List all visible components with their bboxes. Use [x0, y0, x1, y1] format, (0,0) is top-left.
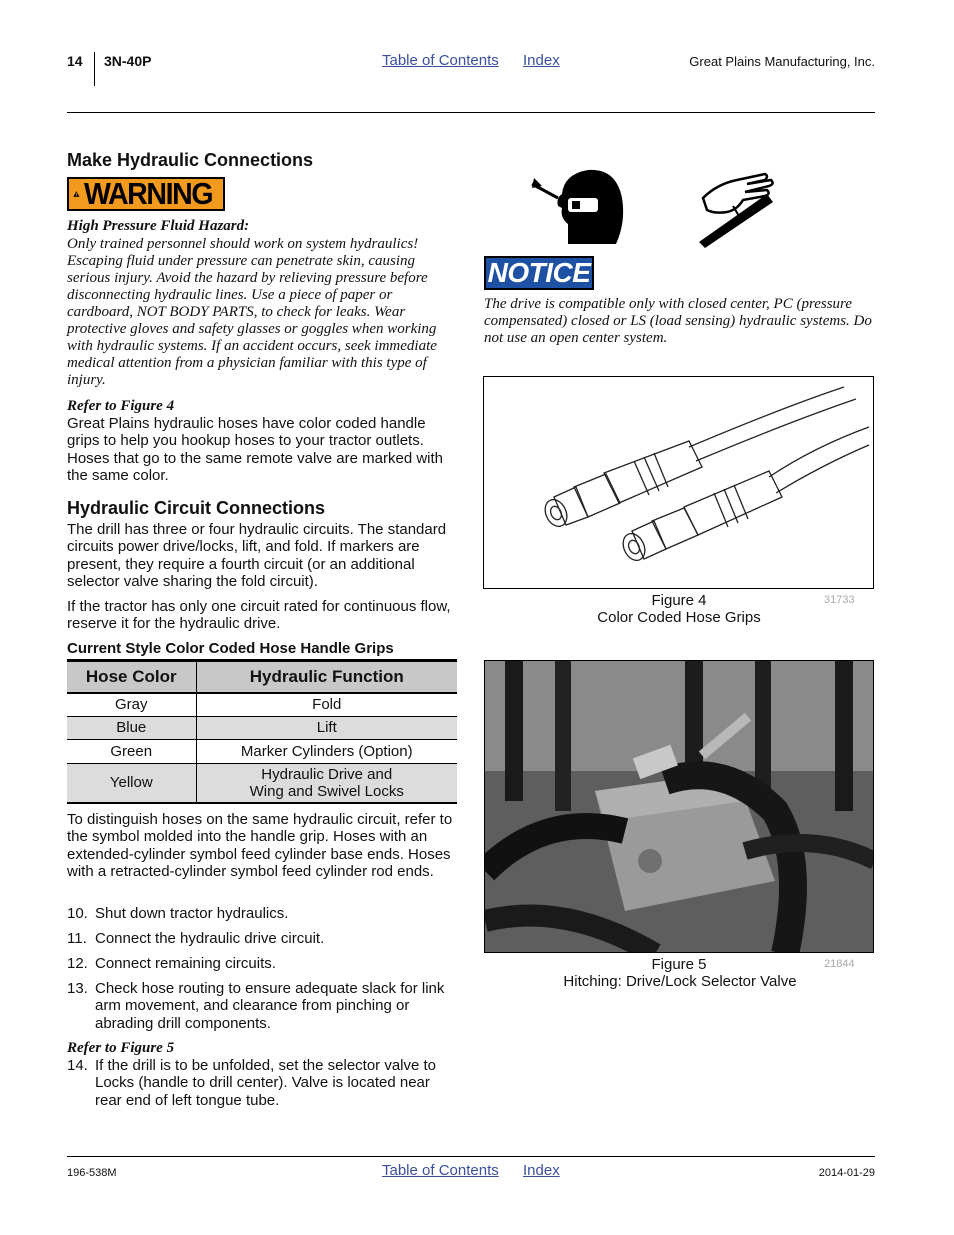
list-item [67, 980, 459, 1032]
figure-5-number: Figure 5 [651, 956, 707, 973]
warning-triangle-icon [73, 181, 80, 207]
hose-color-table [67, 659, 457, 804]
table-cell: Yellow [67, 763, 196, 803]
table-cell: Blue [67, 716, 196, 740]
header-divider [94, 52, 95, 86]
step-text: Connect the hydraulic drive circuit. [95, 929, 325, 947]
page-number: 14 [67, 53, 83, 69]
list-item [67, 955, 459, 972]
notice-label [484, 256, 594, 290]
header-rule [67, 112, 875, 113]
section-title: Make Hydraulic Connections [67, 150, 314, 170]
step-text: Connect remaining circuits. [95, 954, 276, 972]
figure-4-image [483, 376, 874, 589]
circuit-paragraph-2: If the tractor has only one circuit rated for continuous flow, reserve it for the hydraulic drive. [67, 598, 451, 633]
index-link-footer[interactable]: Index [523, 1162, 560, 1179]
table-cell [196, 763, 457, 803]
refer-figure-5: Refer to Figure 5 [67, 1040, 175, 1056]
table-cell-line: Hydraulic Drive and [261, 765, 393, 783]
table-title: Current Style Color Coded Hose Handle Grips [67, 640, 394, 657]
step-number: 12. [67, 954, 88, 972]
table-cell: Fold [196, 693, 457, 717]
notice-body: The drive is compatible only with closed center, PC (pressure compensated) closed or LS (load sensing) hydraulic systems. Do not use an open center system. [484, 296, 872, 346]
table-header-function: Hydraulic Function [196, 661, 457, 693]
figure-5-id: 21844 [824, 958, 855, 970]
step-text: Shut down tractor hydraulics. [95, 905, 289, 922]
warning-text: WARNING [83, 176, 212, 212]
toc-link-header[interactable]: Table of Contents [382, 52, 499, 69]
notice-text: NOTICE [487, 257, 591, 289]
subsection-title: Hydraulic Circuit Connections [67, 498, 326, 518]
table-cell: Marker Cylinders (Option) [196, 740, 457, 764]
refer-figure-4: Refer to Figure 4 [67, 398, 175, 414]
toc-link-footer[interactable]: Table of Contents [382, 1162, 499, 1179]
table-cell: Lift [196, 716, 457, 740]
table-row [67, 716, 457, 740]
list-item [67, 905, 459, 922]
intro-paragraph: Great Plains hydraulic hoses have color coded handle grips to help you hookup hoses to your tractor outlets. Hoses that go to the same remote valve are marked with the same color. [67, 415, 444, 485]
list-item [67, 930, 459, 947]
figure-4-number: Figure 4 [651, 592, 707, 609]
figure-5-caption: Hitching: Drive/Lock Selector Valve [563, 973, 797, 990]
table-row [67, 693, 457, 717]
warning-body: Only trained personnel should work on system hydraulics! Escaping fluid under pressure can penetrate skin, causing serious injury. Avoid the hazard by relieving pressure before disconnecting hydraulic lines. Use a piece of paper or cardboard, NOT BODY PARTS, to check for leaks. Wear protective gloves and safety glasses or goggles when working with hydraulic systems. If an accident occurs, seek immediate medical attention from a physician familiar with this type of injury. [67, 236, 437, 388]
step-number: 10. [67, 905, 88, 922]
footer-date: 2014-01-29 [818, 1167, 875, 1179]
list-item [67, 1057, 459, 1109]
safety-glasses-icon [530, 168, 626, 246]
steps-list-2 [67, 1057, 459, 1117]
step-number: 13. [67, 979, 88, 997]
table-row [67, 763, 457, 803]
warning-title: High Pressure Fluid Hazard: [67, 218, 250, 234]
index-link-header[interactable]: Index [523, 52, 560, 69]
table-cell-line: Wing and Swivel Locks [249, 782, 404, 800]
company-name: Great Plains Manufacturing, Inc. [689, 54, 875, 69]
model-name: 3N-40P [104, 53, 152, 69]
warning-label [67, 177, 225, 211]
step-number: 14. [67, 1057, 88, 1074]
step-text: Check hose routing to ensure adequate slack for link arm movement, and clearance from pinching or abrading drill components. [95, 979, 445, 1032]
doc-number: 196-538M [67, 1167, 117, 1179]
table-cell: Gray [67, 693, 196, 717]
table-header-color: Hose Color [67, 661, 196, 693]
steps-list [67, 905, 459, 1039]
hose-grips-illustration [484, 377, 873, 588]
hand-injection-hazard-icon [697, 170, 777, 248]
table-row [67, 740, 457, 764]
figure-4-id: 31733 [824, 594, 855, 606]
figure-4-caption: Color Coded Hose Grips [597, 609, 761, 626]
selector-valve-photo [485, 661, 874, 953]
distinguish-paragraph: To distinguish hoses on the same hydraulic circuit, refer to the symbol molded into the handle grip. Hoses with an extended-cylinder symbol feed cylinder base ends. Hoses with a retracted-cylinder symbol feed cylinder rod ends. [67, 811, 453, 881]
circuit-paragraph-1: The drill has three or four hydraulic circuits. The standard circuits power drive/locks, lift, and fold. If markers are present, they require a fourth circuit (or an additional selector valve sharing the fold circuit). [67, 521, 447, 591]
figure-5-photo [484, 660, 874, 953]
table-cell: Green [67, 740, 196, 764]
step-text: If the drill is to be unfolded, set the selector valve to Locks (handle to drill center). Valve is located near rear end of left tongue tube. [95, 1057, 437, 1109]
footer-rule [67, 1156, 875, 1157]
step-number: 11. [67, 929, 87, 947]
